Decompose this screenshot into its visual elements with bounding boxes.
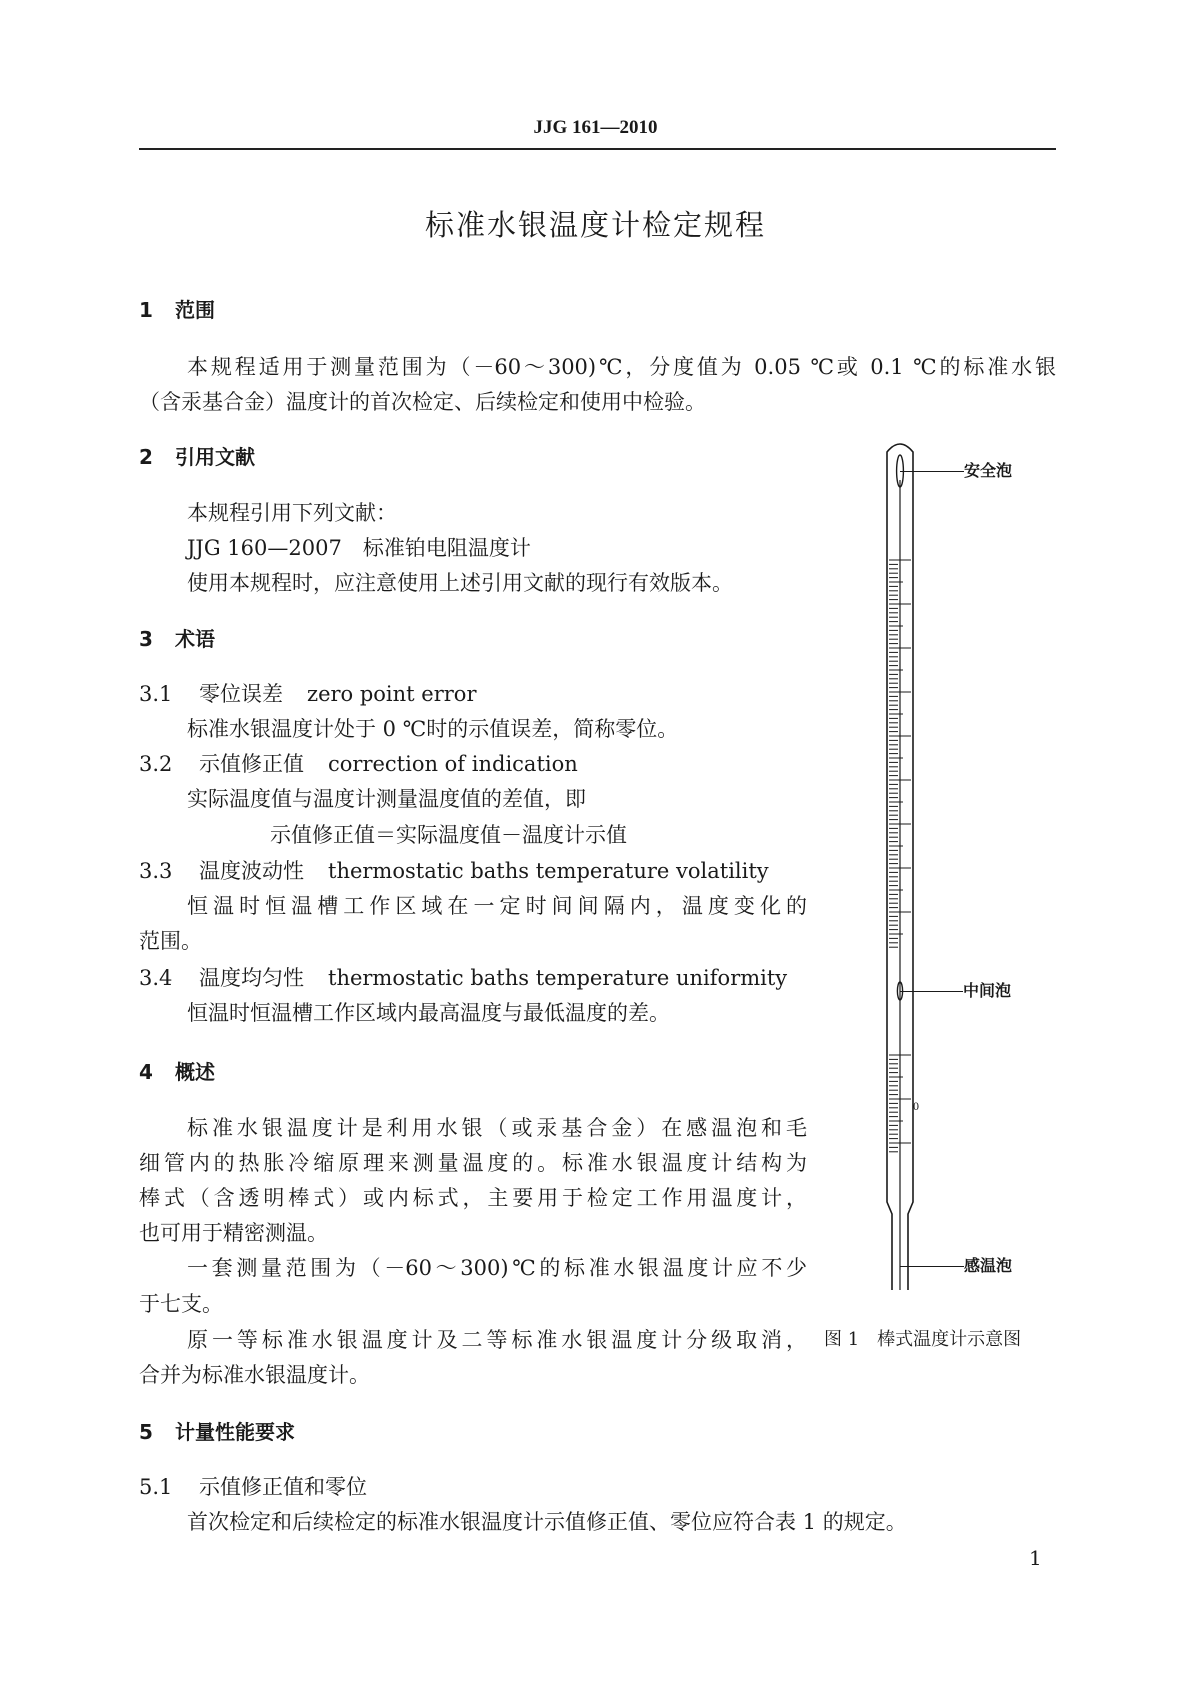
section-2-line-3: 使用本规程时，应注意使用上述引用文献的现行有效版本。 [187, 571, 733, 595]
section-2-line-1: 本规程引用下列文献： [187, 501, 397, 525]
term-3-2-definition: 实际温度值与温度计测量温度值的差值，即 [187, 787, 586, 811]
section-2-heading [139, 442, 255, 472]
section-1-title: 范围 [175, 298, 215, 322]
term-number: 3.3 [139, 859, 173, 883]
term-3-3-definition-1: 恒温时恒温槽工作区域在一定时间间隔内，温度变化的 [187, 894, 807, 918]
section-2-title: 引用文献 [175, 445, 255, 469]
label-safety-bulb: 安全泡 [964, 461, 1013, 480]
leader-line-middle [900, 991, 963, 992]
term-number: 3.2 [139, 752, 173, 776]
section-4-title: 概述 [175, 1060, 215, 1084]
term-3-2-formula: 示值修正值＝实际温度值－温度计示值 [270, 823, 627, 847]
subsection-5-1 [139, 1472, 367, 1502]
section-5-heading [139, 1417, 295, 1447]
section-3-heading [139, 624, 215, 654]
zero-mark: 0 [913, 1099, 919, 1113]
term-en: zero point error [307, 682, 477, 706]
page-number: 1 [1029, 1546, 1042, 1570]
section-4-p1-line-1: 标准水银温度计是利用水银（或汞基合金）在感温泡和毛 [187, 1116, 807, 1140]
section-4-p1-line-2: 细管内的热胀冷缩原理来测量温度的。标准水银温度计结构为 [139, 1151, 807, 1175]
term-3-3 [139, 856, 769, 886]
term-3-1 [139, 679, 476, 709]
term-en: correction of indication [328, 752, 578, 776]
section-4-p1-line-3: 棒式（含透明棒式）或内标式，主要用于检定工作用温度计， [139, 1186, 807, 1210]
section-4-p3-line-1: 原一等标准水银温度计及二等标准水银温度计分级取消， [187, 1328, 807, 1352]
term-number: 3.4 [139, 966, 173, 990]
section-2-number: 2 [139, 445, 153, 469]
section-5-number: 5 [139, 1420, 153, 1444]
term-3-4-definition: 恒温时恒温槽工作区域内最高温度与最低温度的差。 [187, 1001, 670, 1025]
section-1-line-1: 本规程适用于测量范围为（－60～300)℃，分度值为 0.05 ℃或 0.1 ℃的标准水银 [187, 355, 1056, 379]
header-rule [139, 148, 1056, 150]
section-5-title: 计量性能要求 [175, 1420, 295, 1444]
term-cn: 示值修正值 [199, 752, 304, 776]
label-sensing-bulb: 感温泡 [964, 1256, 1013, 1275]
section-5-line: 首次检定和后续检定的标准水银温度计示值修正值、零位应符合表 1 的规定。 [187, 1510, 907, 1534]
section-1-number: 1 [139, 298, 153, 322]
term-cn: 温度波动性 [199, 859, 304, 883]
subsection-number: 5.1 [139, 1475, 173, 1499]
subsection-title: 示值修正值和零位 [199, 1475, 367, 1499]
term-number: 3.1 [139, 682, 173, 706]
section-4-p3-line-2: 合并为标准水银温度计。 [139, 1363, 370, 1387]
section-4-p2-line-2: 于七支。 [139, 1292, 223, 1316]
header-code: JJG 161—2010 [533, 117, 658, 138]
term-cn: 温度均匀性 [199, 966, 304, 990]
term-3-2 [139, 749, 578, 779]
term-en: thermostatic baths temperature volatility [328, 859, 769, 883]
term-3-1-definition: 标准水银温度计处于 0 ℃时的示值误差，简称零位。 [187, 717, 679, 741]
section-4-number: 4 [139, 1060, 153, 1084]
figure-caption: 图 1 棒式温度计示意图 [824, 1329, 1022, 1350]
leader-line-bottom [900, 1266, 964, 1267]
section-4-p1-line-4: 也可用于精密测温。 [139, 1221, 328, 1245]
term-3-4 [139, 963, 787, 993]
section-1-line-2: （含汞基合金）温度计的首次检定、后续检定和使用中检验。 [139, 390, 706, 414]
section-2-reference: JJG 160—2007 标准铂电阻温度计 [187, 536, 531, 560]
section-4-heading [139, 1057, 215, 1087]
section-3-title: 术语 [175, 627, 215, 651]
term-cn: 零位误差 [199, 682, 283, 706]
label-middle-bulb: 中间泡 [963, 981, 1012, 1000]
document-title: 标准水银温度计检定规程 [424, 208, 766, 242]
term-en: thermostatic baths temperature uniformity [328, 966, 788, 990]
section-4-p2-line-1: 一套测量范围为（－60～300)℃的标准水银温度计应不少 [187, 1256, 807, 1280]
section-1-heading [139, 295, 215, 325]
term-3-3-definition-2: 范围。 [139, 929, 202, 953]
leader-line-top [900, 471, 964, 472]
thermometer-figure [870, 440, 930, 1290]
section-3-number: 3 [139, 627, 153, 651]
